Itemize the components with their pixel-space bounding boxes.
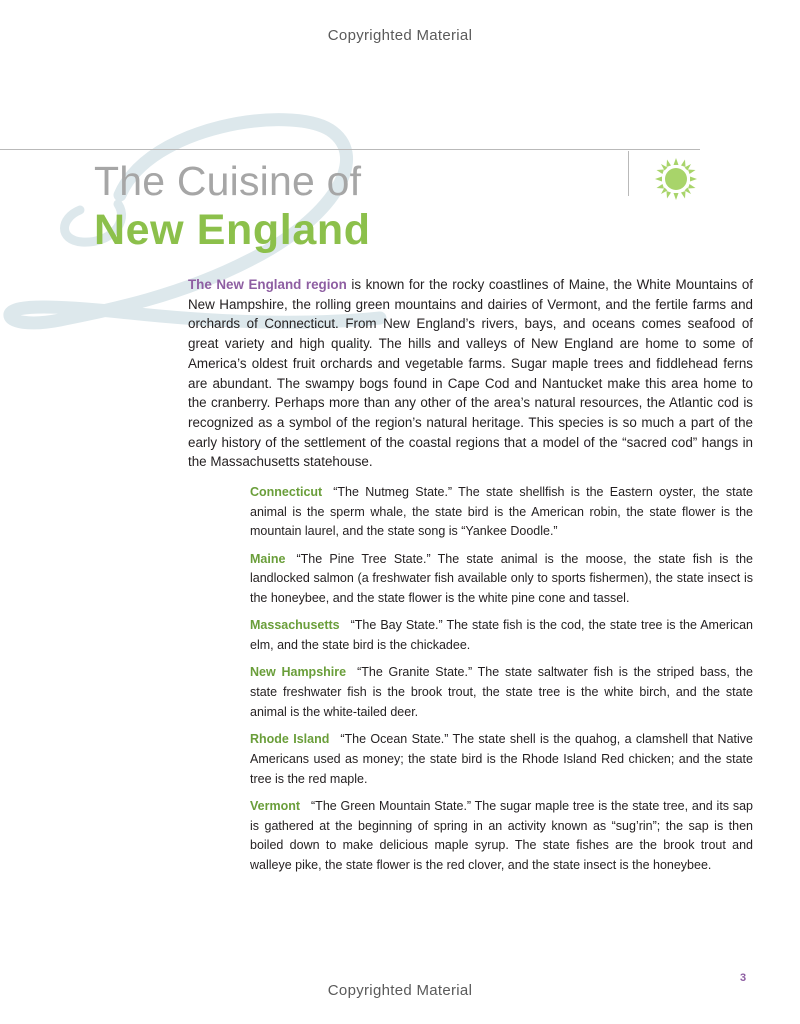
intro-lead: The New England region <box>188 277 347 292</box>
chapter-title-line-1: The Cuisine of <box>94 158 362 204</box>
state-name: New Hampshire <box>250 665 347 680</box>
intro-paragraph <box>188 275 753 472</box>
page-number: 3 <box>740 972 747 984</box>
state-entry-massachusetts <box>250 616 753 655</box>
state-description: “The Nutmeg State.” The state shellfish is the Eastern oyster, the state animal is the sperm whale, the state bird is the American robin, the state flower is the mountain laurel, and the state song is “Yankee Doodle.” <box>250 485 753 539</box>
state-name: Massachusetts <box>250 618 340 633</box>
copyright-footer: Copyrighted Material <box>327 982 473 999</box>
state-entry-maine <box>250 550 753 609</box>
header-divider <box>628 151 629 196</box>
state-description: “The Ocean State.” The state shell is the quahog, a clamshell that Native Americans used as money; the state bird is the Rhode Island Red chicken; and the state tree is the red maple. <box>250 732 753 786</box>
state-facts-list <box>250 483 753 883</box>
copyright-header: Copyrighted Material <box>327 27 473 44</box>
state-entry-connecticut <box>250 483 753 542</box>
state-entry-vermont <box>250 797 753 876</box>
state-name: Maine <box>250 551 286 566</box>
state-name: Vermont <box>250 798 301 813</box>
state-description: “The Bay State.” The state fish is the cod, the state tree is the American elm, and the state bird is the chickadee. <box>250 618 753 653</box>
state-name: Rhode Island <box>250 732 330 747</box>
state-description: “The Green Mountain State.” The sugar maple tree is the state tree, and its sap is gathered at the beginning of spring in an activity known as “sug’rin”; the sap is then boiled down to make delicious maple syrup. The state fishes are the brook trout and walleye pike, the state flower is the red clover, and the state insect is the honeybee. <box>250 798 753 872</box>
chapter-title-line-2: New England <box>94 206 371 254</box>
state-entry-new-hampshire <box>250 663 753 722</box>
state-name: Connecticut <box>250 485 323 499</box>
header-rule <box>0 149 700 150</box>
intro-body: is known for the rocky coastlines of Maine, the White Mountains of New Hampshire, the rolling green mountains and dairies of Vermont, and the fertile farms and orchards of Connecticut. From New England’s rivers, bays, and oceans comes seafood of great variety and high quality. The hills and valleys of New England are home to some of America’s oldest fruit orchards and vegetable farms. Sugar maple trees and fiddlehead ferns are abundant. The swampy bogs found in Cape Cod and Nantucket make this area home to the cranberry. Perhaps more than any other of the area’s natural resources, the Atlantic cod is recognized as a symbol of the region’s natural heritage. This species is so much a part of the early history of the settlement of the coastal regions that a model of the “sacred cod” hangs in the Massachusetts statehouse. <box>188 277 753 470</box>
state-description: “The Pine Tree State.” The state animal is the moose, the state fish is the landlocked salmon (a freshwater fish available only to sports fishermen), the state insect is the honeybee, and the state flower is the white pine cone and tassel. <box>250 551 753 606</box>
sun-icon <box>654 157 698 201</box>
state-description: “The Granite State.” The state saltwater fish is the striped bass, the state freshwater fish is the brook trout, the state tree is the white birch, and the state animal is the white-tailed deer. <box>250 665 754 719</box>
state-entry-rhode-island <box>250 730 753 789</box>
